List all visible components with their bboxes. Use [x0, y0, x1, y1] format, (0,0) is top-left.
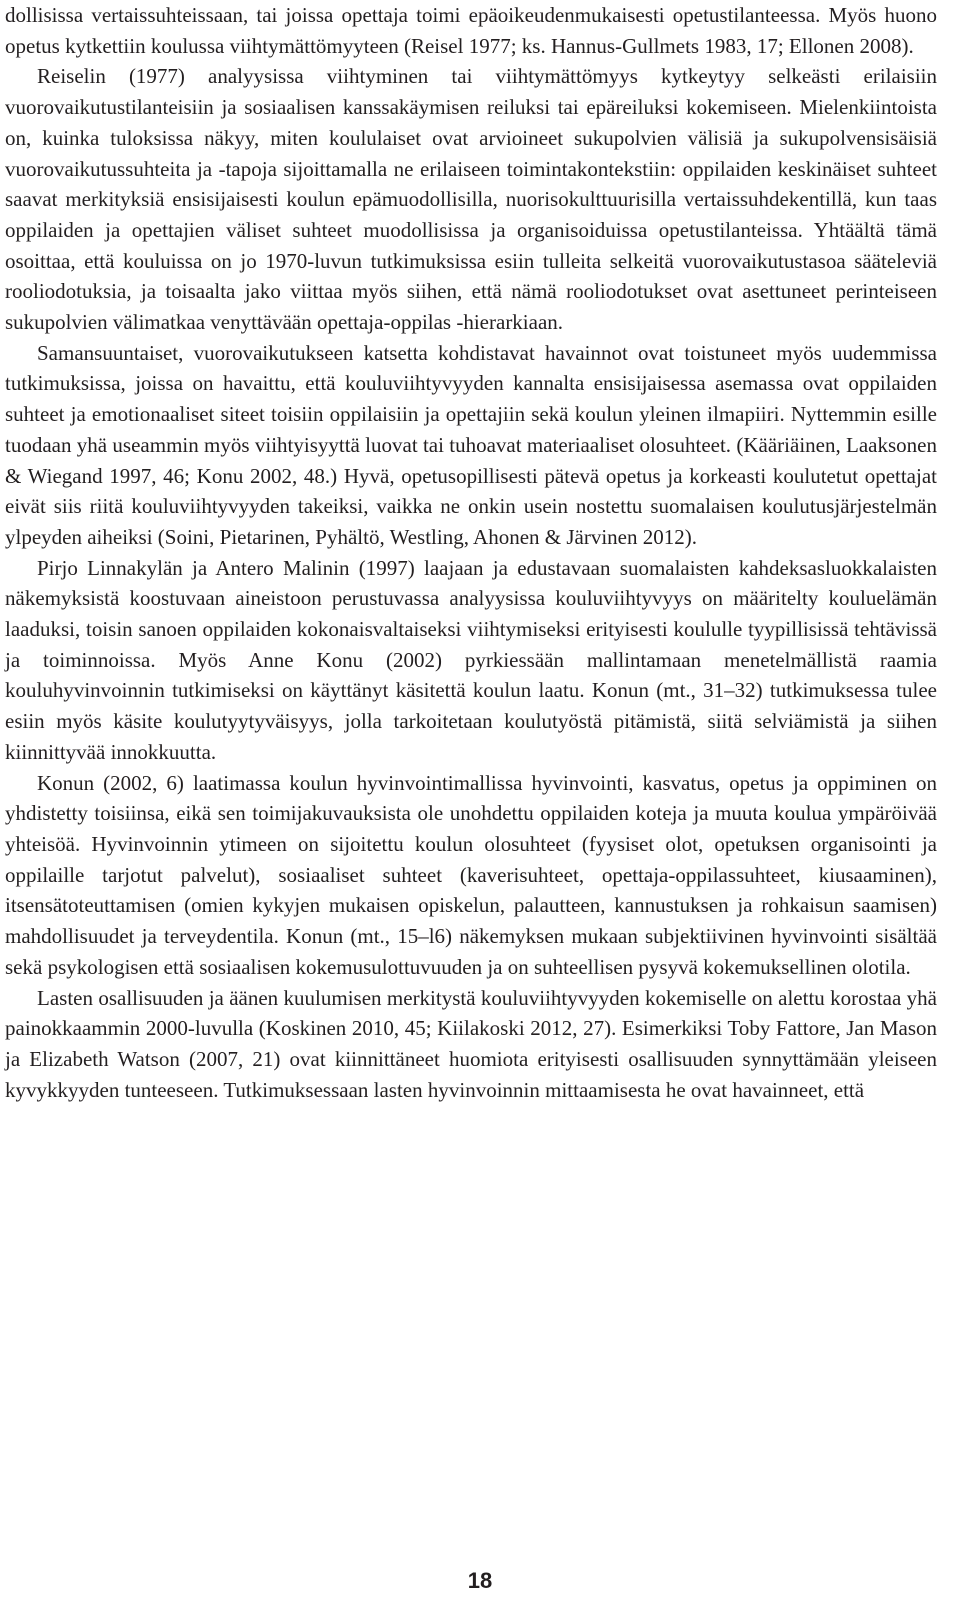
page-number: 18	[467, 1568, 493, 1593]
paragraph: Reiselin (1977) analyysissa viihtyminen tai viihtymättömyys kytkeytyy selkeästi erilaisiin vuorovaikutustilanteisiin ja sosiaalisen kanssakäymisen reiluksi tai epäreiluksi kokemiseen. Mielenkiintoista on, kuinka tuloksissa näkyy, miten koululaiset ovat arvioineet sukupolvien välisiä ja sukupolvensisäisiä vuorovaikutussuhteita ja -tapoja sijoittamalla ne erilaiseen toimintakontekstiin: oppilaiden keskinäiset suhteet saavat merkityksiä ensisijaisesti koulun epämuodollisilla, nuorisokulttuurisilla vertaissuhdekentillä, kun taas oppilaiden ja opettajien väliset suhteet muodollisissa ja organisoiduissa opetustilanteissa. Yhtäältä tämä osoittaa, että kouluissa on jo 1970-luvun tutkimuksissa esiin tulleita selkeitä vuorovaikutustasoa sääteleviä rooliodotuksia, ja toisaalta jako viittaa myös siihen, että nämä rooliodotukset ovat asettuneet perinteiseen sukupolvien välimatkaa venyttävään opettaja-oppilas -hierarkiaan.	[5, 64, 937, 335]
body-text	[5, 0, 937, 1105]
paragraph: Pirjo Linnakylän ja Antero Malinin (1997) laajaan ja edustavaan suomalaisten kahdeksasluokkalaisten näkemyksistä koostuvaan aineistoon perustuvassa analyysissa kouluviihtyvyys on määritelty kouluelämän laaduksi, toisin sanoen oppilaiden kokonaisvaltaiseksi viihtymiseksi erityisesti koululle tyypillisissä tehtävissä ja toiminnoissa. Myös Anne Konu (2002) pyrkiessään mallintamaan menetelmällistä raamia kouluhyvinvoinnin tutkimiseksi on käyttänyt käsitettä koulun laatu. Konun (mt., 31–32) tutkimuksessa tulee esiin myös käsite koulutyytyväisyys, jolla tarkoitetaan koulutyöstä pitämistä, siitä selviämistä ja siihen kiinnittyvää innokkuutta.	[5, 555, 937, 764]
paragraph: Samansuuntaiset, vuorovaikutukseen katsetta kohdistavat havainnot ovat toistuneet myös uudemmissa tutkimuksissa, joissa on havaittu, että kouluviihtyvyyden kannalta ensisijaisessa asemassa ovat oppilaiden suhteet ja emotionaaliset siteet toisiin oppilaisiin ja opettajiin sekä koulun yleinen ilmapiiri. Nyttemmin esille tuodaan yhä useammin myös viihtyisyyttä luovat tai tuhoavat materiaaliset olosuhteet. (Kääriäinen, Laaksonen & Wiegand 1997, 46; Konu 2002, 48.) Hyvä, opetusopillisesti pätevä opetus ja korkeasti koulutetut opettajat eivät siis riitä kouluviihtyvyyden takeiksi, vaikka ne onkin usein nostettu suomalaisen koulutusjärjestelmän ylpeyden aiheiksi (Soini, Pietarinen, Pyhältö, Westling, Ahonen & Järvinen 2012).	[5, 340, 937, 549]
paragraph: Konun (2002, 6) laatimassa koulun hyvinvointimallissa hyvinvointi, kasvatus, opetus ja oppiminen on yhdistetty toisiinsa, eikä sen toimijakuvauksista ole unohdettu oppilaiden koteja ja muuta koulua ympäröivää yhteisöä. Hyvinvoinnin ytimeen on sijoitettu koulun olosuhteet (fyysiset olot, opetuksen organisointi ja oppilaille tarjotut palvelut), sosiaaliset suhteet (kaverisuhteet, opettaja-oppilassuhteet, kiusaaminen), itsensätoteuttamisen (omien kykyjen mukaisen opiskelun, palautteen, kannustuksen ja rohkaisun saamisen) mahdollisuudet ja terveydentila. Konun (mt., 15–l6) näkemyksen mukaan subjektiivinen hyvinvointi sisältää sekä psykologisen että sosiaalisen kokemusulottuvuuden ja on suhteellisen pysyvä kokemuksellinen olotila.	[5, 770, 937, 979]
paragraph: dollisissa vertaissuhteissaan, tai joissa opettaja toimi epäoikeudenmukaisesti opetustilanteessa. Myös huono opetus kytkettiin koulussa viihtymättömyyteen (Reisel 1977; ks. Hannus-Gullmets 1983, 17; Ellonen 2008).	[5, 3, 937, 58]
paragraph: Lasten osallisuuden ja äänen kuulumisen merkitystä kouluviihtyvyyden kokemiselle on alettu korostaa yhä painokkaammin 2000-luvulla (Koskinen 2010, 45; Kiilakoski 2012, 27). Esimerkiksi Toby Fattore, Jan Mason ja Elizabeth Watson (2007, 21) ovat kiinnittäneet huomiota erityisesti osallisuuden synnyttämään yleiseen kyvykkyyden tunteeseen. Tutkimuksessaan lasten hyvinvoinnin mittaamisesta he ovat havainneet, että	[5, 985, 937, 1102]
